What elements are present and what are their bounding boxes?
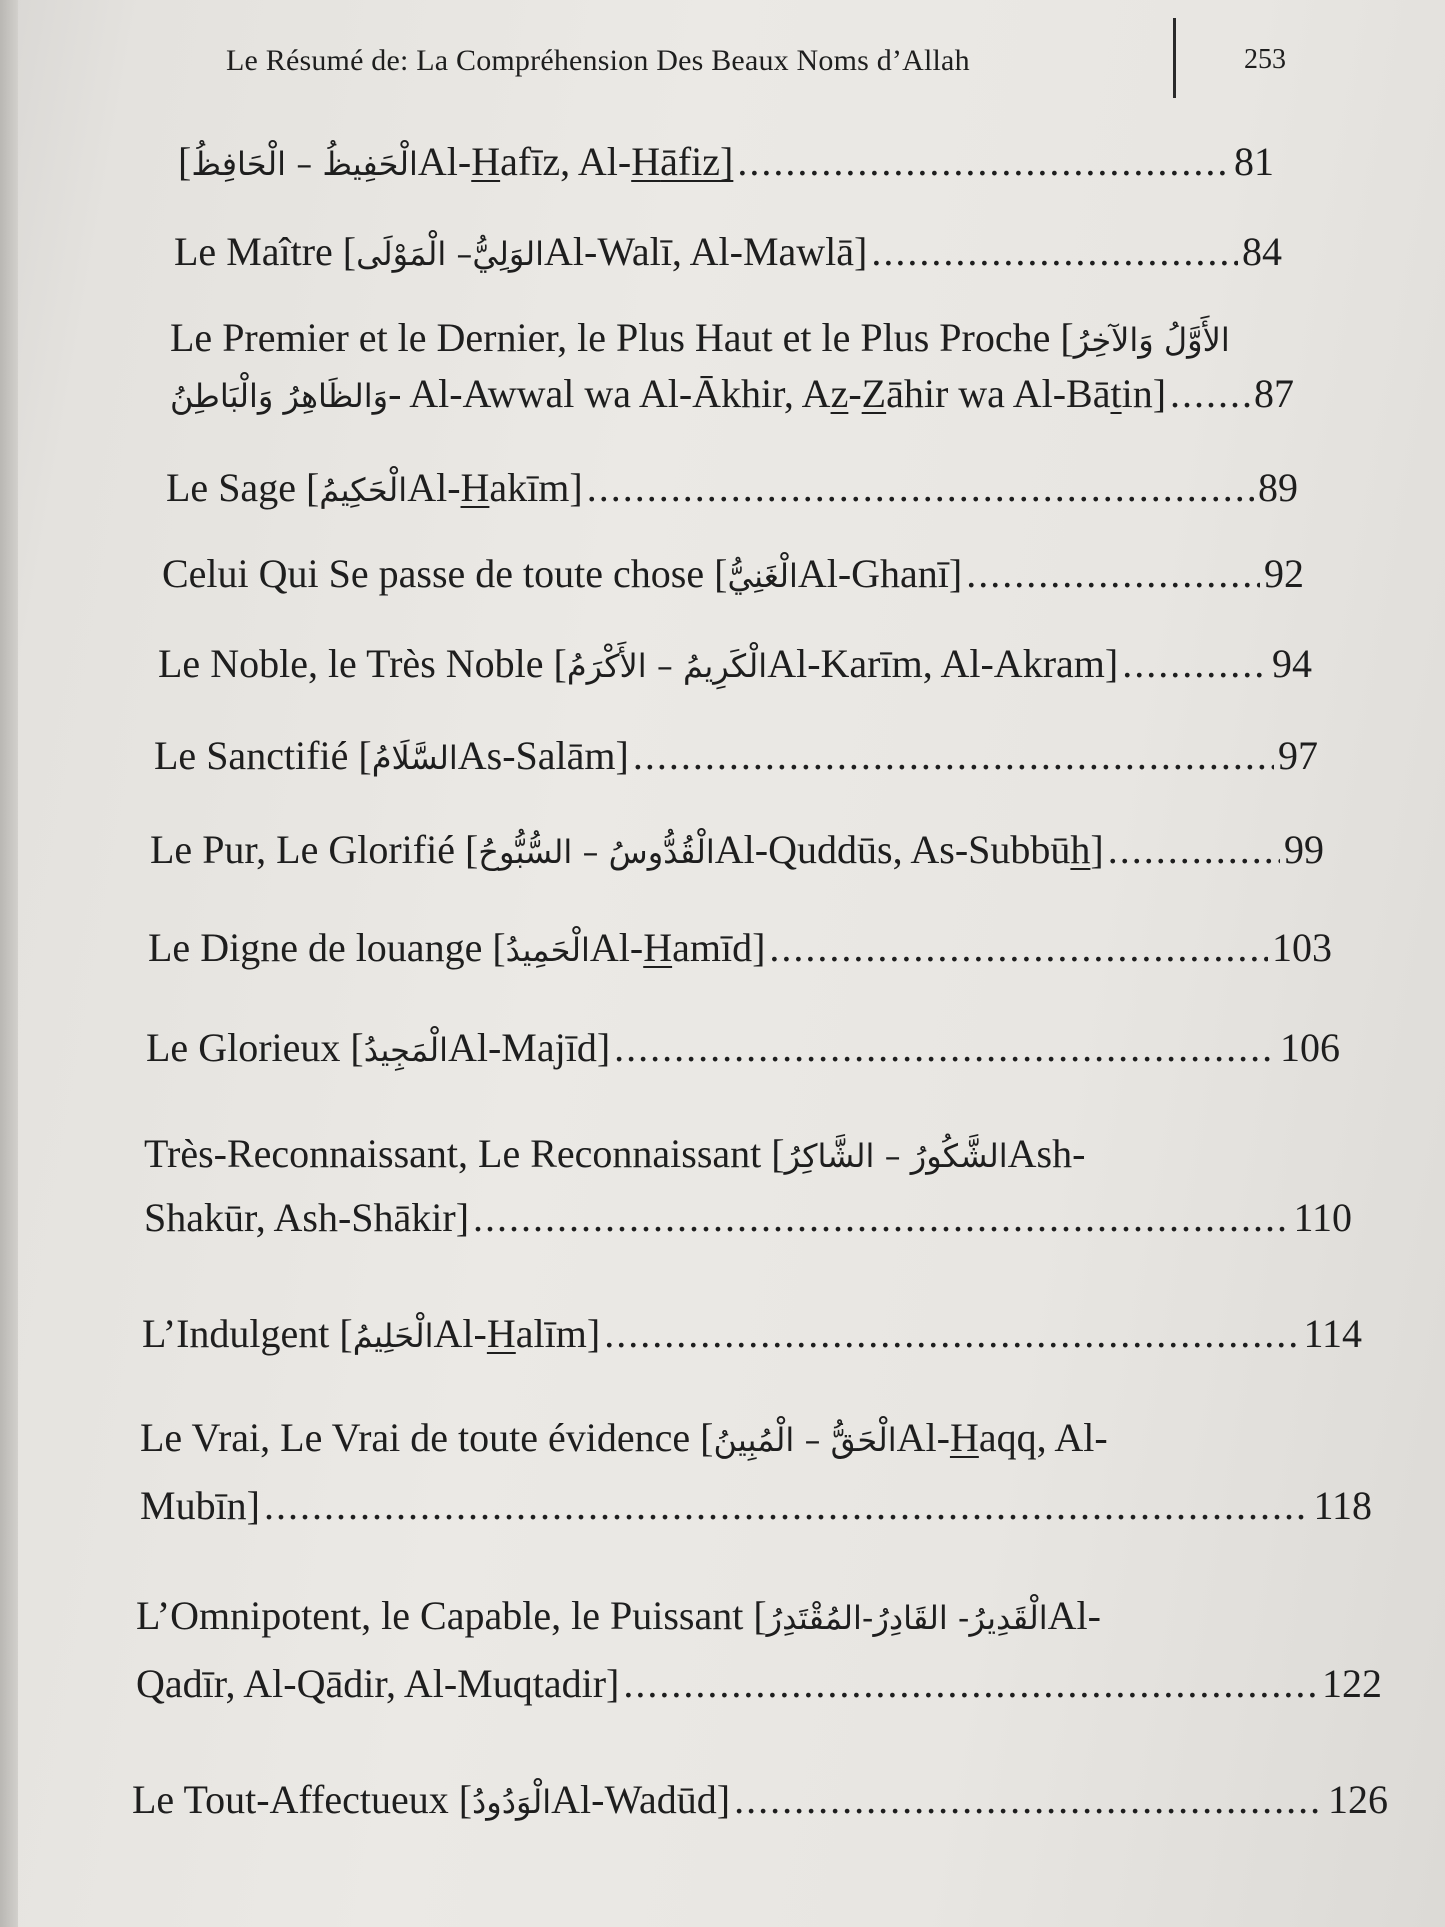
toc-entry-page: 122	[1322, 1661, 1382, 1706]
toc-entry-label: Le Glorieux [	[146, 1025, 364, 1070]
dot-leader	[633, 728, 1274, 784]
toc-entry	[140, 1410, 1372, 1534]
toc-entry-arabic: الْوَدُودُ	[472, 1783, 552, 1821]
toc-entry	[158, 636, 1312, 692]
dot-leader	[734, 1772, 1324, 1828]
dot-leader	[871, 224, 1238, 280]
toc-entry-page: 126	[1328, 1777, 1388, 1822]
toc-entry-transliteration-continued: Mubīn]	[140, 1483, 260, 1528]
toc-entry-label: Le Noble, le Très Noble [	[158, 641, 567, 686]
toc-entry-transliteration: Ash-	[1007, 1131, 1086, 1176]
toc-entry-page: 103	[1272, 925, 1332, 970]
toc-entry-transliteration: Al-Wadūd]	[551, 1777, 731, 1822]
toc-entry-arabic: الْمَجِيدُ	[363, 1031, 448, 1069]
toc-entry-arabic: الْحَفِيظُ – الْحَافِظُ	[191, 145, 418, 183]
toc-entry-arabic: الْقُدُّوسُ – السُّبُّوحُ	[478, 833, 715, 871]
toc-entry	[146, 1020, 1340, 1076]
toc-entry	[136, 1588, 1382, 1712]
toc-entry-transliteration: Al-Halīm]	[433, 1311, 601, 1356]
toc-entry-page: 92	[1264, 551, 1304, 596]
dot-leader	[1108, 822, 1280, 878]
dot-leader	[1122, 636, 1268, 692]
toc-entry-transliteration: Al-	[1047, 1593, 1101, 1638]
toc-entry	[148, 920, 1332, 976]
toc-entry-arabic: الْحَكِيمُ	[319, 471, 408, 509]
toc-entry-arabic: الْكَرِيمُ – الأَكْرَمُ	[566, 647, 768, 685]
dot-leader	[1170, 366, 1250, 422]
toc-entry-label: Le Tout-Affectueux [	[132, 1777, 473, 1822]
toc-entry-transliteration: Al-Haqq, Al-	[896, 1415, 1108, 1460]
toc-entry-arabic: الْحَمِيدُ	[505, 931, 590, 969]
toc-entry	[150, 822, 1324, 878]
toc-entry-page: 89	[1258, 465, 1298, 510]
toc-entry-transliteration: - Al-Awwal wa Al-Ākhir, Az-Zāhir wa Al-Bātin]	[388, 371, 1167, 416]
toc-entry	[142, 1306, 1362, 1362]
toc-entry-page: 81	[1234, 139, 1274, 184]
toc-entry-page: 110	[1293, 1195, 1352, 1240]
toc-entry-transliteration-continued: Qadīr, Al-Qādir, Al-Muqtadir]	[136, 1661, 620, 1706]
toc-entry-arabic: الْحَلِيمُ	[352, 1317, 434, 1355]
toc-entry-label: Le Sage [	[166, 465, 320, 510]
toc-entry-label: Le Premier et le Dernier, le Plus Haut et le Plus Proche [	[170, 315, 1074, 360]
toc-entry-label: Le Sanctifié [	[154, 733, 372, 778]
toc-entry-transliteration: As-Salām]	[457, 733, 629, 778]
toc-entry-transliteration: Al-Ghanī]	[797, 551, 963, 596]
toc-entry-transliteration: Al-Karīm, Al-Akram]	[767, 641, 1119, 686]
dot-leader	[614, 1020, 1276, 1076]
running-header-title: Le Résumé de: La Compréhension Des Beaux Noms d’Allah	[226, 44, 970, 77]
toc-entry-transliteration: Al-Quddūs, As-Subbūh]	[714, 827, 1104, 872]
dot-leader	[623, 1656, 1318, 1712]
dot-leader	[737, 134, 1230, 190]
toc-entry-transliteration: Al-Hafīz, Al-Hāfiz]	[417, 139, 734, 184]
toc-entry-page: 106	[1280, 1025, 1340, 1070]
toc-entry-arabic: الْغَنِيُّ	[727, 557, 798, 595]
toc-entry	[166, 460, 1298, 516]
toc-entry-label: Le Maître [	[174, 229, 357, 274]
toc-entry-transliteration: Al-Hamīd]	[589, 925, 766, 970]
toc-entry-label: L’Indulgent [	[142, 1311, 353, 1356]
toc-entry-label: Le Digne de louange [	[148, 925, 506, 970]
page-number: 253	[1244, 44, 1286, 75]
toc-entry-page: 114	[1303, 1311, 1362, 1356]
toc-entry-arabic-continued: وَالظَاهِرُ وَالْبَاطِنُ	[170, 377, 389, 415]
toc-entry	[178, 134, 1274, 190]
toc-entry-transliteration: Al-Majīd]	[447, 1025, 611, 1070]
toc-entry-open-bracket: [	[178, 139, 192, 184]
toc-entry-arabic: الْقَدِيرُ- القَادِرُ-المُقْتَدِرُ	[766, 1599, 1048, 1637]
toc-entry-transliteration-continued: Shakūr, Ash-Shākir]	[144, 1195, 470, 1240]
toc-entry	[174, 224, 1282, 280]
toc-entry-page: 99	[1284, 827, 1324, 872]
toc-entry-page: 87	[1254, 371, 1294, 416]
toc-entry-label: Le Pur, Le Glorifié [	[150, 827, 479, 872]
dot-leader	[966, 546, 1260, 602]
toc-entry	[144, 1126, 1352, 1246]
toc-entry-page: 118	[1313, 1483, 1372, 1528]
toc-entry-arabic: السَّلَامُ	[371, 739, 458, 777]
toc-entry	[132, 1772, 1388, 1828]
toc-entry	[170, 310, 1294, 422]
dot-leader	[473, 1190, 1289, 1246]
toc-entry	[154, 728, 1318, 784]
toc-entry-label: Celui Qui Se passe de toute chose [	[162, 551, 728, 596]
dot-leader	[264, 1478, 1309, 1534]
toc-entry-page: 84	[1242, 229, 1282, 274]
toc-entry-page: 97	[1278, 733, 1318, 778]
toc-entry-label: L’Omnipotent, le Capable, le Puissant [	[136, 1593, 767, 1638]
toc-entry-label: Très-Reconnaissant, Le Reconnaissant [	[144, 1131, 785, 1176]
toc-entry-arabic: الأَوَّلُ وَالآخِرُ	[1073, 321, 1230, 359]
toc-entry-page: 94	[1272, 641, 1312, 686]
dot-leader	[769, 920, 1268, 976]
dot-leader	[587, 460, 1254, 516]
toc-entry-arabic: الوَلِيُّ– الْمَوْلَى	[356, 235, 544, 273]
toc-entry-transliteration: Al-Walī, Al-Mawlā]	[544, 229, 868, 274]
toc-entry-transliteration: Al-Hakīm]	[407, 465, 583, 510]
toc-entry-arabic: الشَّكُورُ – الشَّاكِرُ	[784, 1137, 1008, 1175]
toc-entry-label: Le Vrai, Le Vrai de toute évidence [	[140, 1415, 714, 1460]
dot-leader	[604, 1306, 1299, 1362]
toc-entry	[162, 546, 1304, 602]
toc-entry-arabic: الْحَقُّ – الْمُبِينُ	[713, 1421, 897, 1459]
